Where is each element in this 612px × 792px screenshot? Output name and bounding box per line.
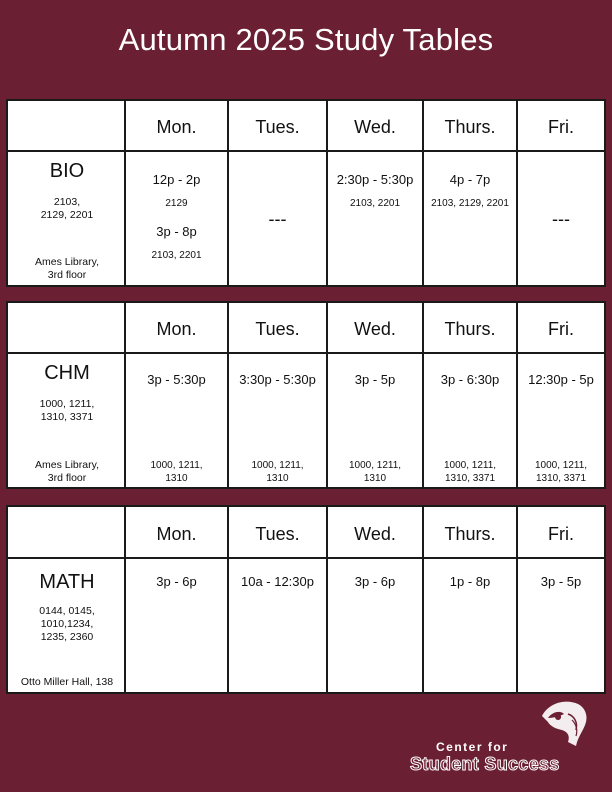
center-for-student-success-logo bbox=[410, 712, 590, 774]
course-numbers: 1000, 1211, 1310, 3371 bbox=[39, 398, 95, 423]
header-fri: Fri. bbox=[548, 524, 574, 544]
subject-name: MATH bbox=[39, 571, 95, 593]
mon-time: 3p - 6p bbox=[156, 574, 197, 589]
thu-time: 4p - 7p bbox=[449, 172, 491, 187]
header-tue: Tues. bbox=[255, 117, 300, 137]
location-text: Ames Library, 3rd floor bbox=[35, 256, 99, 281]
header-mon: Mon. bbox=[156, 117, 197, 137]
wed-room: 2103, 2201 bbox=[349, 198, 401, 209]
wed-time: 2:30p - 5:30p bbox=[336, 172, 414, 187]
header-mon: Mon. bbox=[156, 524, 197, 544]
thu-room: 2103, 2129, 2201 bbox=[431, 198, 509, 209]
thu-time: 3p - 6:30p bbox=[440, 372, 500, 387]
thu-time: 1p - 8p bbox=[449, 574, 491, 589]
hawk-head-icon bbox=[534, 696, 594, 754]
wed-time: 3p - 5p bbox=[354, 372, 396, 387]
fri-room: 1000, 1211, 1310, 3371 bbox=[534, 460, 588, 484]
tue-time: 10a - 12:30p bbox=[240, 574, 314, 589]
header-fri: Fri. bbox=[548, 117, 574, 137]
header-fri: Fri. bbox=[548, 319, 574, 339]
math-schedule-table bbox=[6, 505, 606, 694]
header-thu: Thurs. bbox=[444, 117, 496, 137]
tue-empty: --- bbox=[268, 209, 287, 229]
mon-room: 1000, 1211, 1310 bbox=[150, 460, 203, 484]
header-wed: Wed. bbox=[354, 524, 396, 544]
header-mon: Mon. bbox=[156, 319, 197, 339]
mon-room-2: 2103, 2201 bbox=[151, 250, 202, 261]
wed-time: 3p - 6p bbox=[354, 574, 396, 589]
tue-room: 1000, 1211, 1310 bbox=[251, 460, 304, 484]
fri-time: 3p - 5p bbox=[540, 574, 582, 589]
header-tue: Tues. bbox=[255, 524, 300, 544]
header-thu: Thurs. bbox=[444, 524, 496, 544]
location-text: Ames Library, 3rd floor bbox=[35, 459, 99, 484]
chm-schedule-table bbox=[6, 301, 606, 489]
logo-line-1: Center for bbox=[436, 740, 509, 754]
subject-name: BIO bbox=[49, 160, 85, 182]
mon-time-1: 12p - 2p bbox=[152, 172, 201, 187]
wed-room: 1000, 1211, 1310 bbox=[348, 460, 402, 484]
location-text: Otto Miller Hall, 138 bbox=[20, 676, 114, 688]
course-numbers: 2103, 2129, 2201 bbox=[40, 196, 94, 221]
fri-time: 12:30p - 5p bbox=[528, 372, 594, 387]
mon-time-2: 3p - 8p bbox=[156, 224, 197, 239]
thu-room: 1000, 1211, 1310, 3371 bbox=[443, 460, 497, 484]
fri-empty: --- bbox=[552, 209, 570, 229]
header-wed: Wed. bbox=[354, 117, 396, 137]
page-title: Autumn 2025 Study Tables bbox=[118, 22, 494, 57]
course-numbers: 0144, 0145, 1010,1234, 1235, 2360 bbox=[39, 605, 95, 643]
header-thu: Thurs. bbox=[444, 319, 496, 339]
header-wed: Wed. bbox=[354, 319, 396, 339]
subject-name: CHM bbox=[44, 362, 90, 384]
tue-time: 3:30p - 5:30p bbox=[239, 372, 316, 387]
header-tue: Tues. bbox=[255, 319, 300, 339]
mon-room-1: 2129 bbox=[165, 198, 188, 209]
logo-line-2: Student Success bbox=[410, 754, 560, 774]
mon-time: 3p - 5:30p bbox=[147, 372, 206, 387]
bio-schedule-table bbox=[6, 99, 606, 287]
